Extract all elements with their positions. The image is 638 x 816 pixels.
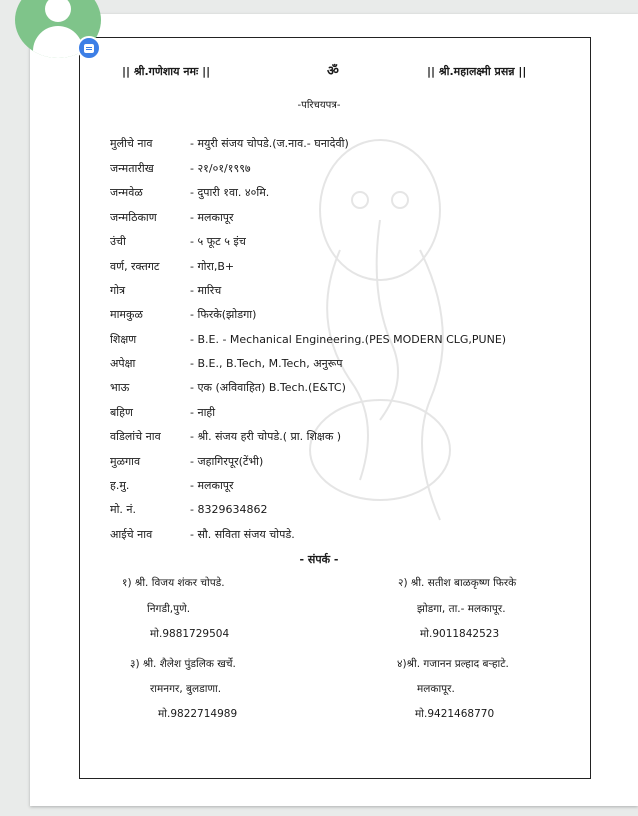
contact-phone: मो.9822714989 — [158, 708, 238, 720]
detail-value: - नाही — [190, 406, 216, 419]
contact-name: ४)श्री. गजानन प्रल्हाद बऱ्हाटे. — [397, 658, 509, 670]
detail-label: जन्मतारीख — [110, 162, 154, 175]
detail-label: वडिलांचे नाव — [110, 430, 161, 443]
detail-value: - मलकापूर — [190, 211, 234, 224]
contact-place: निगडी,पुणे. — [147, 603, 191, 615]
contact-phone: मो.9881729504 — [150, 628, 230, 640]
contact-phone: मो.9421468770 — [415, 708, 495, 720]
detail-row — [110, 332, 506, 347]
detail-value: - एक (अविवाहित) B.Tech.(E&TC) — [190, 381, 346, 394]
detail-row — [110, 234, 246, 249]
detail-value: - मयुरी संजय चोपडे.(ज.नाव.- घनादेवी) — [190, 137, 349, 150]
detail-value: - जहागिरपूर(टेंभी) — [190, 455, 264, 468]
detail-row — [110, 259, 234, 274]
detail-label: उंची — [110, 235, 126, 248]
contact-section-title: - संपर्क - — [299, 553, 339, 566]
detail-row — [110, 185, 269, 200]
detail-value: - श्री. संजय हरी चोपडे.( प्रा. शिक्षक ) — [190, 430, 342, 443]
om-symbol: ॐ — [327, 64, 339, 79]
detail-label: बहिण — [110, 406, 133, 419]
detail-label: आईचे नाव — [110, 528, 153, 541]
detail-label: अपेक्षा — [110, 357, 136, 370]
contact-name: २) श्री. सतीश बाळकृष्ण फिरके — [398, 577, 517, 589]
contact-place: मलकापूर. — [417, 683, 455, 695]
detail-value: - B.E., B.Tech, M.Tech, अनुरूप — [190, 357, 343, 370]
document-title: -परिचयपत्र- — [297, 100, 341, 111]
detail-row — [110, 429, 341, 444]
detail-row — [110, 356, 343, 371]
detail-label: मुळगाव — [110, 455, 141, 468]
detail-value: - 8329634862 — [190, 503, 268, 516]
detail-row — [110, 283, 221, 298]
ganesha-watermark-icon — [270, 120, 490, 540]
detail-label: मुलीचे नाव — [110, 137, 153, 150]
detail-row — [110, 527, 295, 542]
detail-value: - दुपारी १वा. ४०मि. — [190, 186, 270, 199]
detail-value: - २१/०१/१९९७ — [190, 162, 251, 175]
avatar-body-shape — [33, 26, 83, 58]
contact-place: रामनगर, बुलडाणा. — [150, 683, 222, 695]
detail-label: जन्मठिकाण — [110, 211, 157, 224]
detail-value: - B.E. - Mechanical Engineering.(PES MODERN CLG,PUNE) — [190, 333, 507, 346]
detail-row — [110, 502, 267, 517]
detail-row — [110, 210, 234, 225]
detail-value: - गोरा,B+ — [190, 260, 235, 273]
detail-label: जन्मवेळ — [110, 186, 143, 199]
detail-row — [110, 307, 256, 322]
contact-place: झोडगा, ता.- मलकापूर. — [417, 603, 506, 615]
contact-name: ३) श्री. शैलेश पुंडलिक खर्चे. — [130, 658, 236, 670]
detail-label: मो. नं. — [110, 503, 137, 516]
contact-name: १) श्री. विजय शंकर चोपडे. — [122, 577, 225, 589]
detail-label: भाऊ — [110, 381, 130, 394]
detail-value: - मलकापूर — [190, 479, 234, 492]
detail-row — [110, 380, 346, 395]
detail-label: वर्ण, रक्तगट — [110, 260, 160, 273]
detail-row — [110, 161, 251, 176]
detail-value: - फिरके(झोडगा) — [190, 308, 257, 321]
detail-value: - सौ. सविता संजय चोपडे. — [190, 528, 295, 541]
detail-label: ह.मु. — [110, 479, 130, 492]
detail-row — [110, 136, 349, 151]
contact-phone: मो.9011842523 — [420, 628, 500, 640]
detail-label: गोत्र — [110, 284, 126, 297]
detail-row — [110, 454, 263, 469]
detail-row — [110, 478, 234, 493]
detail-value: - ५ फूट ५ इंच — [190, 235, 246, 248]
detail-value: - मारिच — [190, 284, 222, 297]
message-badge-icon[interactable] — [77, 36, 101, 60]
header-right-invocation: || श्री.महालक्ष्मी प्रसन्न || — [427, 65, 527, 78]
detail-row — [110, 405, 215, 420]
header-left-invocation: || श्री.गणेशाय नमः || — [122, 65, 211, 78]
avatar-head-shape — [45, 0, 71, 22]
detail-label: शिक्षण — [110, 333, 137, 346]
detail-label: मामकुळ — [110, 308, 143, 321]
